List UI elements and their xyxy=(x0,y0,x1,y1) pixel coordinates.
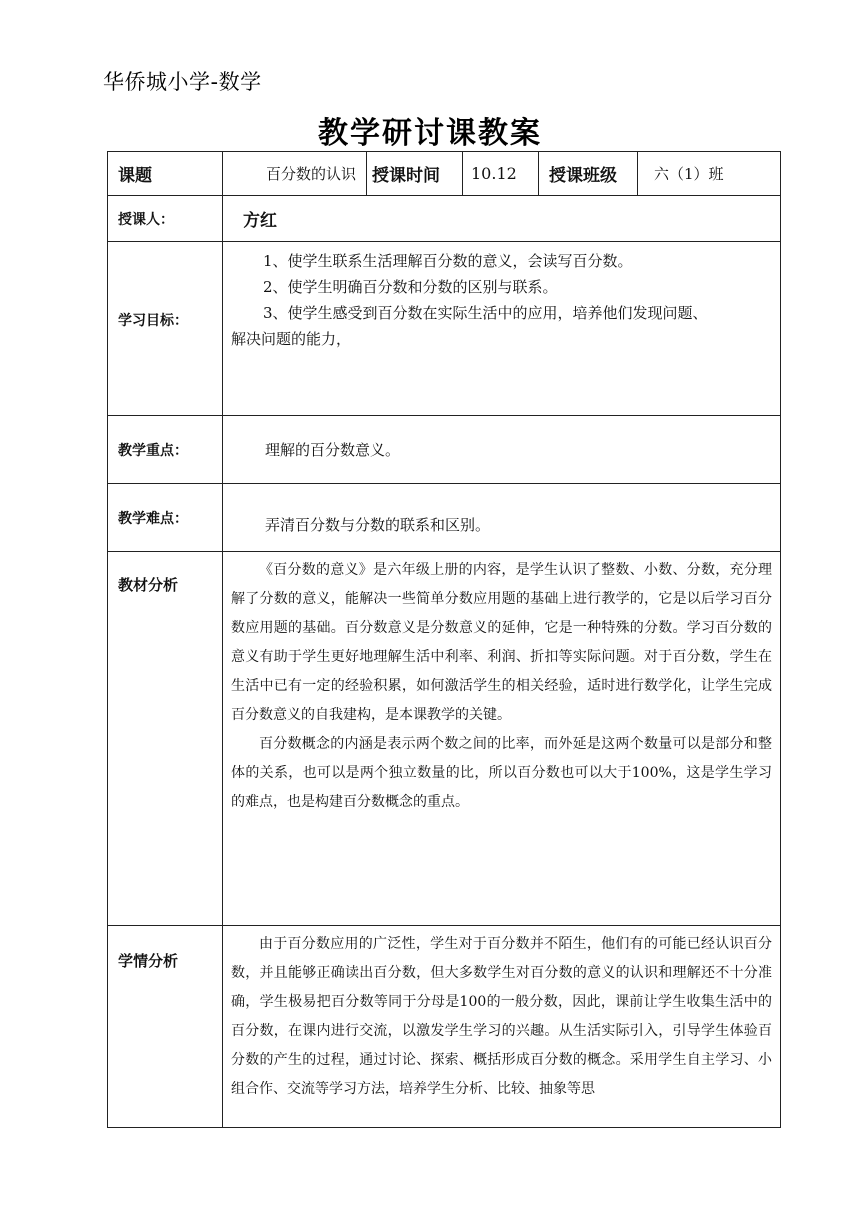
class-value: 六（1）班 xyxy=(638,152,781,196)
goals-label: 学习目标： xyxy=(108,242,223,416)
row-student-analysis xyxy=(108,926,781,1128)
goals-content xyxy=(223,242,781,416)
topic-value: 百分数的认识 xyxy=(223,152,367,196)
time-label: 授课时间 xyxy=(367,152,463,196)
key-point-label: 教学重点： xyxy=(108,416,223,484)
topic-label: 课题 xyxy=(108,152,223,196)
row-difficulty xyxy=(108,484,781,552)
lesson-plan-table xyxy=(107,151,781,1128)
teacher-label: 授课人： xyxy=(108,196,223,242)
goal-item: 解决问题的能力， xyxy=(231,330,352,348)
class-label: 授课班级 xyxy=(539,152,638,196)
row-teacher xyxy=(108,196,781,242)
time-value: 10.12 xyxy=(463,152,539,196)
goal-item: 3、使学生感受到百分数在实际生活中的应用，培养他们发现问题、 xyxy=(263,304,708,322)
row-material-analysis xyxy=(108,552,781,926)
goal-item: 1、使学生联系生活理解百分数的意义，会读写百分数。 xyxy=(263,252,633,270)
student-analysis-content xyxy=(223,926,781,1128)
row-key-point xyxy=(108,416,781,484)
material-paragraph: 《百分数的意义》是六年级上册的内容，是学生认识了整数、小数、分数，充分理解了分数的意义，能解决一些简单分数应用题的基础上进行教学的，它是以后学习百分数应用题的基础。百分数意义是分数意义的延伸，它是一种特殊的分数。学习百分数的意义有助于学生更好地理解生活中利率、利润、折扣等实际问题。对于百分数，学生在生活中已有一定的经验积累，如何激活学生的相关经验，适时进行数学化，让学生完成百分数意义的自我建构，是本课教学的关键。 xyxy=(231,562,772,723)
document-title: 教学研讨课教案 xyxy=(318,116,542,151)
material-analysis-content xyxy=(223,552,781,926)
material-paragraph: 百分数概念的内涵是表示两个数之间的比率，而外延是这两个数量可以是部分和整体的关系，也可以是两个独立数量的比，所以百分数也可以大于100%，这是学生学习的难点，也是构建百分数概念的重点。 xyxy=(231,736,772,810)
goal-item: 2、使学生明确百分数和分数的区别与联系。 xyxy=(263,278,558,296)
row-goals xyxy=(108,242,781,416)
student-analysis-label: 学情分析 xyxy=(108,926,223,1128)
student-paragraph: 由于百分数应用的广泛性，学生对于百分数并不陌生，他们有的可能已经认识百分数，并且能够正确读出百分数，但大多数学生对百分数的意义的认识和理解还不十分准确，学生极易把百分数等同于分母是100的一般分数，因此，课前让学生收集生活中的百分数，在课内进行交流，以激发学生学习的兴趣。从生活实际引入，引导学生体验百分数的产生的过程，通过讨论、探索、概括形成百分数的概念。采用学生自主学习、小组合作、交流等学习方法，培养学生分析、比较、抽象等思 xyxy=(231,936,772,1097)
material-analysis-label: 教材分析 xyxy=(108,552,223,926)
school-subject-header: 华侨城小学-数学 xyxy=(103,70,262,94)
difficulty-label: 教学难点： xyxy=(108,484,223,552)
row-topic xyxy=(108,152,781,196)
key-point-value: 理解的百分数意义。 xyxy=(223,416,781,484)
teacher-value: 方红 xyxy=(223,196,781,242)
difficulty-value: 弄清百分数与分数的联系和区别。 xyxy=(223,484,781,552)
